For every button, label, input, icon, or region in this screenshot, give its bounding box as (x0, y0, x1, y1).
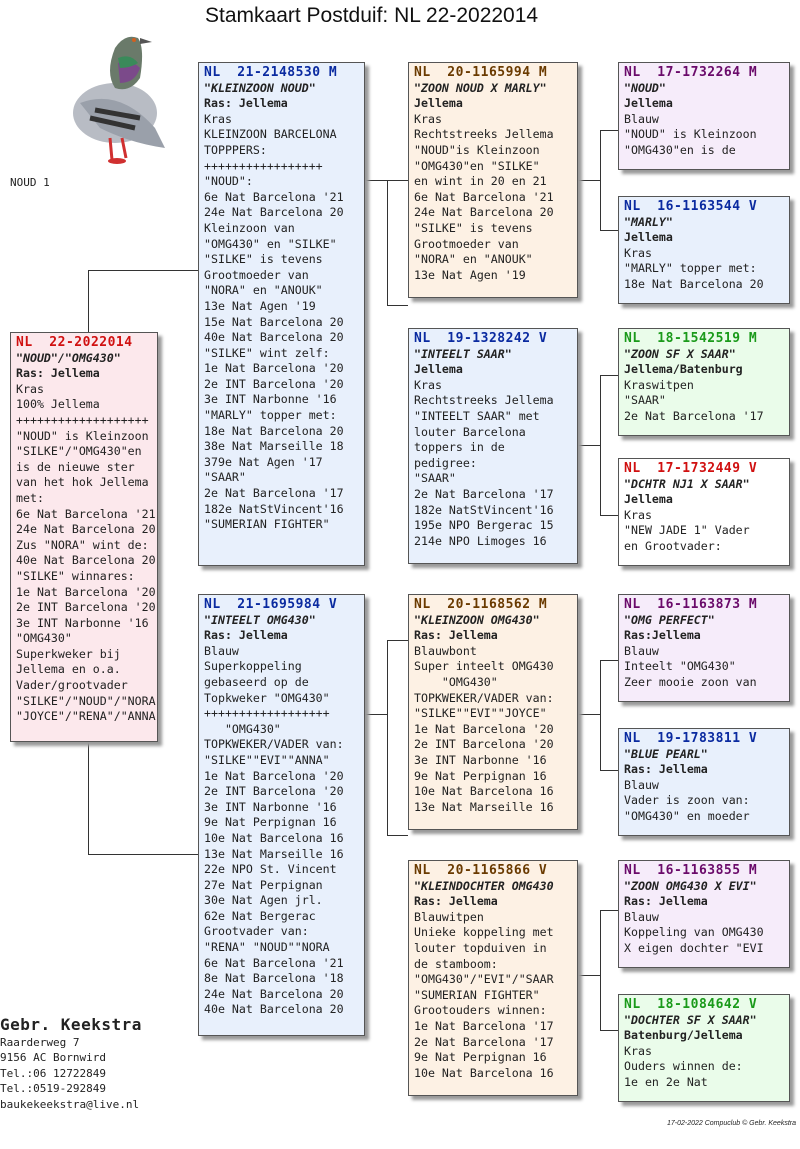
pedigree-text-line: Blauw (624, 777, 659, 792)
pedigree-text-line: 62e Nat Bergerac (204, 908, 316, 923)
pedigree-text-line: 2e INT Barcelona '20 (414, 737, 554, 752)
connector-line (600, 130, 601, 230)
breeder-name: Gebr. Keekstra (0, 1015, 142, 1034)
pedigree-text-line: 24e Nat Barcelona 20 (204, 205, 344, 220)
pedigree-text-line: 18e Nat Barcelona 20 (204, 423, 344, 438)
pedigree-text-line: "OMG430" en "SILKE" (204, 236, 337, 251)
breed: Ras: Jellema (16, 366, 100, 381)
pedigree-text-line: +++++++++++++++++++ (16, 412, 149, 427)
pedigree-text-line: "SILKE" is tevens (204, 252, 323, 267)
ring-number: NL 17-1732264 M (624, 65, 758, 80)
pedigree-text-line: "SAAR" (624, 393, 666, 408)
pedigree-text-line: Blauw (624, 643, 659, 658)
connector-line (600, 515, 618, 516)
connector-line (600, 910, 601, 1030)
pedigree-text-line: 22e NPO St. Vincent (204, 862, 337, 877)
pedigree-text-line: "NOUD" is Kleinzoon (16, 428, 149, 443)
pedigree-text-line: "NOUD": (204, 174, 253, 189)
ring-number: NL 16-1163544 V (624, 199, 758, 214)
pedigree-text-line: Blauwitpen (414, 909, 484, 924)
pedigree-text-line: "NORA" en "ANOUK" (414, 252, 533, 267)
pedigree-text-line: Grootvader van: (204, 924, 309, 939)
breeder-phone-1: Tel.:06 12722849 (0, 1066, 106, 1080)
connector-line (600, 1030, 618, 1031)
pedigree-text-line: 3e INT Narbonne '16 (204, 392, 337, 407)
pedigree-text-line: 2e Nat Barcelona '17 (204, 486, 344, 501)
pedigree-text-line: 24e Nat Barcelona 20 (204, 986, 344, 1001)
pigeon-name: "KLEINZOON OMG430" (414, 612, 540, 627)
pigeon-photo (60, 18, 170, 168)
pedigree-text-line: 2e INT Barcelona '20 (16, 600, 156, 615)
pedigree-text-line: Blauwbont (414, 643, 477, 658)
pedigree-text-line: Kras (414, 111, 442, 126)
pedigree-text-line: TOPKWEKER/VADER van: (204, 737, 344, 752)
breeder-phone-2: Tel.:0519-292849 (0, 1082, 106, 1095)
pigeon-box-dds (618, 860, 790, 968)
pigeon-box-sire (198, 62, 365, 566)
ring-number: NL 18-1084642 V (624, 997, 758, 1012)
ring-number: NL 21-2148530 M (204, 65, 338, 80)
pedigree-text-line: Vader is zoon van: (624, 793, 750, 808)
pedigree-text-line: toppers in de (414, 440, 505, 455)
pedigree-text-line: Rechtstreeks Jellema (414, 393, 554, 408)
pigeon-box-dsd (618, 728, 790, 836)
photo-caption: NOUD 1 (10, 176, 50, 189)
pigeon-box-ssd (618, 196, 790, 304)
pigeon-name: "ZOON OMG430 X EVI" (624, 878, 757, 893)
connector-line (578, 975, 600, 976)
pedigree-text-line: "OMG430"/"EVI"/"SAAR (414, 972, 554, 987)
pedigree-text-line: 24e Nat Barcelona 20 (16, 522, 156, 537)
pedigree-text-line: 6e Nat Barcelona '21 (16, 506, 156, 521)
breed: Ras: Jellema (204, 628, 288, 643)
connector-line (600, 230, 618, 231)
connector-line (578, 445, 600, 446)
pedigree-text-line: 1e Nat Barcelona '20 (204, 361, 344, 376)
connector-line (600, 660, 601, 770)
pedigree-text-line: 3e INT Narbonne '16 (204, 799, 337, 814)
connector-line (600, 660, 618, 661)
pedigree-text-line: Inteelt "OMG430" (624, 659, 736, 674)
pigeon-name: "KLEINZOON NOUD" (204, 80, 316, 95)
ring-number: NL 16-1163855 M (624, 863, 758, 878)
connector-line (387, 640, 388, 835)
pigeon-name: "BLUE PEARL" (624, 746, 708, 761)
pedigree-text-line: "SILKE"/"NOUD"/"NORA (16, 693, 156, 708)
pedigree-text-line: "INTEELT SAAR" met (414, 408, 540, 423)
pedigree-text-line: Zeer mooie zoon van (624, 674, 757, 689)
pedigree-text-line: "OMG430"en "SILKE" (414, 158, 540, 173)
pigeon-box-sds (618, 328, 790, 436)
pedigree-text-line: "JOYCE"/"RENA"/"ANNA (16, 709, 156, 724)
pedigree-text-line: 24e Nat Barcelona 20 (414, 205, 554, 220)
pedigree-text-line: Kleinzoon van (204, 220, 295, 235)
pedigree-text-line: "OMG430" (204, 721, 281, 736)
pigeon-box-dss (618, 594, 790, 702)
pedigree-text-line: Vader/grootvader (16, 678, 128, 693)
pedigree-text-line: ++++++++++++++++++ (204, 706, 330, 721)
pedigree-text-line: Kras (624, 1043, 652, 1058)
pedigree-text-line: "SILKE"/"OMG430"en (16, 444, 142, 459)
ring-number: NL 21-1695984 V (204, 597, 338, 612)
ring-number: NL 19-1328242 V (414, 331, 548, 346)
pigeon-box-dam (198, 594, 365, 1036)
pigeon-name: "ZOON SF X SAAR" (624, 346, 736, 361)
connector-line (600, 770, 618, 771)
pedigree-text-line: 182e NatStVincent'16 (204, 501, 344, 516)
pigeon-name: "DCHTR NJ1 X SAAR" (624, 476, 750, 491)
pedigree-text-line: "NEW JADE 1" Vader (624, 523, 750, 538)
connector-line (387, 180, 408, 181)
pedigree-text-line: 9e Nat Perpignan 16 (414, 1050, 547, 1065)
pedigree-text-line: 13e Nat Agen '19 (204, 298, 316, 313)
pedigree-text-line: 9e Nat Perpignan 16 (414, 768, 547, 783)
pedigree-text-line: pedigree: (414, 455, 477, 470)
pigeon-box-ds (408, 594, 578, 830)
connector-line (600, 130, 618, 131)
pedigree-text-line: "OMG430" (414, 674, 498, 689)
pedigree-text-line: Blauw (624, 111, 659, 126)
connector-line (88, 854, 200, 855)
ring-number: NL 16-1163873 M (624, 597, 758, 612)
pedigree-text-line: Kras (624, 245, 652, 260)
pedigree-text-line: "SUMERIAN FIGHTER" (414, 987, 540, 1002)
footer-credit: 17-02-2022 Compuclub © Gebr. Keekstra (666, 1120, 796, 1127)
pedigree-text-line: louter topduiven in (414, 940, 547, 955)
pedigree-text-line: 13e Nat Marseille 16 (204, 846, 344, 861)
pedigree-text-line: 9e Nat Perpignan 16 (204, 815, 337, 830)
connector-line (387, 305, 408, 306)
pedigree-text-line: X eigen dochter "EVI (624, 940, 764, 955)
pedigree-text-line: "MARLY" topper met: (624, 261, 757, 276)
pedigree-text-line: van het hok Jellema (16, 475, 149, 490)
pigeon-name: "MARLY" (624, 214, 673, 229)
pedigree-text-line: 182e NatStVincent'16 (414, 502, 554, 517)
pedigree-text-line: 2e Nat Barcelona '17 (624, 408, 764, 423)
breeder-info (0, 1017, 142, 1112)
pedigree-text-line: Superkweker bij (16, 646, 121, 661)
pedigree-text-line: "OMG430" (16, 631, 72, 646)
connector-line (88, 270, 89, 332)
pedigree-text-line: 2e INT Barcelona '20 (204, 376, 344, 391)
pedigree-text-line: +++++++++++++++++ (204, 158, 323, 173)
connector-line (600, 375, 601, 515)
pedigree-text-line: 2e INT Barcelona '20 (204, 784, 344, 799)
pedigree-text-line: "RENA" "NOUD""NORA (204, 940, 330, 955)
pedigree-text-line: Zus "NORA" wint de: (16, 537, 149, 552)
pedigree-text-line: 27e Nat Perpignan (204, 877, 323, 892)
pedigree-text-line: TOPPPERS: (204, 142, 267, 157)
pedigree-text-line: "NOUD"is Kleinzoon (414, 142, 540, 157)
pedigree-text-line: "MARLY" topper met: (204, 408, 337, 423)
pedigree-text-line: 13e Nat Marseille 16 (414, 799, 554, 814)
pigeon-box-ss (408, 62, 578, 298)
connector-line (88, 270, 200, 271)
pedigree-text-line: 30e Nat Agen jrl. (204, 893, 323, 908)
pigeon-box-dd (408, 860, 578, 1096)
pedigree-text-line: Rechtstreeks Jellema (414, 127, 554, 142)
pedigree-text-line: Ouders winnen de: (624, 1059, 743, 1074)
breed: Ras: Jellema (414, 628, 498, 643)
pedigree-text-line: KLEINZOON BARCELONA (204, 127, 337, 142)
ring-number: NL 17-1732449 V (624, 461, 758, 476)
breed: Ras:Jellema (624, 628, 701, 643)
connector-line (387, 180, 388, 305)
pedigree-text-line: 2e Nat Barcelona '17 (414, 486, 554, 501)
pedigree-text-line: "OMG430"en is de (624, 142, 736, 157)
pigeon-name: "KLEINDOCHTER OMG430 (414, 878, 554, 893)
pedigree-text-line: Blauw (624, 909, 659, 924)
pedigree-text-line: Grootmoeder van (204, 267, 309, 282)
pedigree-text-line: 8e Nat Barcelona '18 (204, 971, 344, 986)
pedigree-text-line: Jellema en o.a. (16, 662, 121, 677)
pedigree-text-line: 1e Nat Barcelona '17 (414, 1018, 554, 1033)
pedigree-text-line: Superkoppeling (204, 659, 302, 674)
breeder-email: baukekeekstra@live.nl (0, 1097, 140, 1111)
pedigree-text-line: en Grootvader: (624, 538, 722, 553)
pedigree-text-line: 40e Nat Barcelona 20 (204, 330, 344, 345)
pedigree-text-line: "SAAR" (414, 471, 456, 486)
breed: Jellema (414, 362, 463, 377)
connector-line (387, 640, 408, 641)
pedigree-text-line: Grootmoeder van (414, 236, 519, 251)
pedigree-text-line: 1e en 2e Nat (624, 1074, 708, 1089)
pedigree-text-line: "SILKE" wint zelf: (204, 345, 330, 360)
pedigree-text-line: 1e Nat Barcelona '20 (414, 721, 554, 736)
ring-number: NL 22-2022014 (16, 335, 133, 350)
pedigree-text-line: 3e INT Narbonne '16 (16, 615, 149, 630)
breed: Jellema (624, 492, 673, 507)
connector-line (578, 714, 600, 715)
pigeon-name: "OMG PERFECT" (624, 612, 715, 627)
pedigree-text-line: "SUMERIAN FIGHTER" (204, 517, 330, 532)
pigeon-name: "INTEELT OMG430" (204, 612, 316, 627)
pedigree-text-line: 6e Nat Barcelona '21 (414, 189, 554, 204)
pedigree-text-line: de stamboom: (414, 956, 498, 971)
connector-line (600, 375, 618, 376)
pedigree-text-line: "SILKE" winnares: (16, 568, 135, 583)
connector-line (600, 910, 618, 911)
pigeon-box-sss (618, 62, 790, 170)
breed: Jellema/Batenburg (624, 362, 743, 377)
breeder-address: Raarderweg 7 (0, 1035, 80, 1049)
connector-line (387, 835, 408, 836)
pedigree-text-line: 10e Nat Barcelona 16 (414, 1065, 554, 1080)
pigeon-box-sd (408, 328, 578, 564)
pedigree-text-line: "NORA" en "ANOUK" (204, 283, 323, 298)
pedigree-text-line: Kraswitpen (624, 377, 694, 392)
pedigree-text-line: met: (16, 490, 44, 505)
breed: Batenburg/Jellema (624, 1028, 743, 1043)
pedigree-text-line: Unieke koppeling met (414, 925, 554, 940)
pedigree-text-line: 214e NPO Limoges 16 (414, 533, 547, 548)
pedigree-text-line: 10e Nat Barcelona 16 (204, 830, 344, 845)
pigeon-name: "ZOON NOUD X MARLY" (414, 80, 547, 95)
breed: Ras: Jellema (204, 96, 288, 111)
pigeon-box-ddd (618, 994, 790, 1102)
pedigree-text-line: 10e Nat Barcelona 16 (414, 784, 554, 799)
pedigree-text-line: "SILKE" is tevens (414, 220, 533, 235)
pedigree-text-line: louter Barcelona (414, 424, 526, 439)
pedigree-text-line: Kras (414, 377, 442, 392)
pigeon-name: "INTEELT SAAR" (414, 346, 512, 361)
breed: Ras: Jellema (624, 894, 708, 909)
pedigree-text-line: "SILKE""EVI""ANNA" (204, 752, 330, 767)
pedigree-text-line: gebaseerd op de (204, 674, 309, 689)
pedigree-text-line: Blauw (204, 643, 239, 658)
breeder-postcode: 9156 AC Bornwird (0, 1051, 106, 1064)
pigeon-box-sdd (618, 458, 790, 566)
pigeon-name: "DOCHTER SF X SAAR" (624, 1012, 757, 1027)
pedigree-text-line: Koppeling van OMG430 (624, 925, 764, 940)
pigeon-name: "NOUD" (624, 80, 666, 95)
pedigree-text-line: 15e Nat Barcelona 20 (204, 314, 344, 329)
ring-number: NL 20-1168562 M (414, 597, 548, 612)
pedigree-text-line: Kras (624, 507, 652, 522)
connector-line (365, 180, 387, 181)
pedigree-text-line: 1e Nat Barcelona '20 (204, 768, 344, 783)
page-title: Stamkaart Postduif: NL 22-2022014 (205, 4, 539, 27)
pedigree-text-line: 40e Nat Barcelona 20 (16, 553, 156, 568)
pedigree-text-line: "OMG430" en moeder (624, 808, 750, 823)
pedigree-text-line: 40e Nat Barcelona 20 (204, 1002, 344, 1017)
pedigree-text-line: "SAAR" (204, 470, 246, 485)
breed: Jellema (414, 96, 463, 111)
pigeon-name: "NOUD"/"OMG430" (16, 350, 121, 365)
pedigree-text-line: 100% Jellema (16, 397, 100, 412)
breed: Jellema (624, 230, 673, 245)
pedigree-text-line: 3e INT Narbonne '16 (414, 752, 547, 767)
ring-number: NL 20-1165866 V (414, 863, 548, 878)
pedigree-text-line: TOPKWEKER/VADER van: (414, 690, 554, 705)
pedigree-text-line: 379e Nat Agen '17 (204, 454, 323, 469)
ring-number: NL 18-1542519 M (624, 331, 758, 346)
connector-line (88, 742, 89, 854)
pedigree-text-line: "SILKE""EVI""JOYCE" (414, 706, 547, 721)
ring-number: NL 19-1783811 V (624, 731, 758, 746)
pedigree-text-line: 1e Nat Barcelona '20 (16, 584, 156, 599)
pedigree-text-line: Grootouders winnen: (414, 1003, 547, 1018)
connector-line (578, 180, 600, 181)
pedigree-text-line: 6e Nat Barcelona '21 (204, 955, 344, 970)
pedigree-text-line: 13e Nat Agen '19 (414, 267, 526, 282)
pedigree-text-line: Kras (16, 381, 44, 396)
ring-number: NL 20-1165994 M (414, 65, 548, 80)
pedigree-text-line: 18e Nat Barcelona 20 (624, 276, 764, 291)
pedigree-text-line: 2e Nat Barcelona '17 (414, 1034, 554, 1049)
connector-line (365, 714, 387, 715)
pedigree-text-line: 38e Nat Marseille 18 (204, 439, 344, 454)
pedigree-text-line: Topkweker "OMG430" (204, 690, 330, 705)
pedigree-text-line: 6e Nat Barcelona '21 (204, 189, 344, 204)
pedigree-text-line: Kras (204, 111, 232, 126)
pedigree-text-line: en wint in 20 en 21 (414, 174, 547, 189)
pedigree-text-line: "NOUD" is Kleinzoon (624, 127, 757, 142)
pigeon-box-subject (10, 332, 158, 742)
breed: Ras: Jellema (414, 894, 498, 909)
breed: Ras: Jellema (624, 762, 708, 777)
breed: Jellema (624, 96, 673, 111)
pedigree-text-line: Super inteelt OMG430 (414, 659, 554, 674)
pedigree-text-line: 195e NPO Bergerac 15 (414, 518, 554, 533)
pedigree-text-line: is de nieuwe ster (16, 459, 135, 474)
